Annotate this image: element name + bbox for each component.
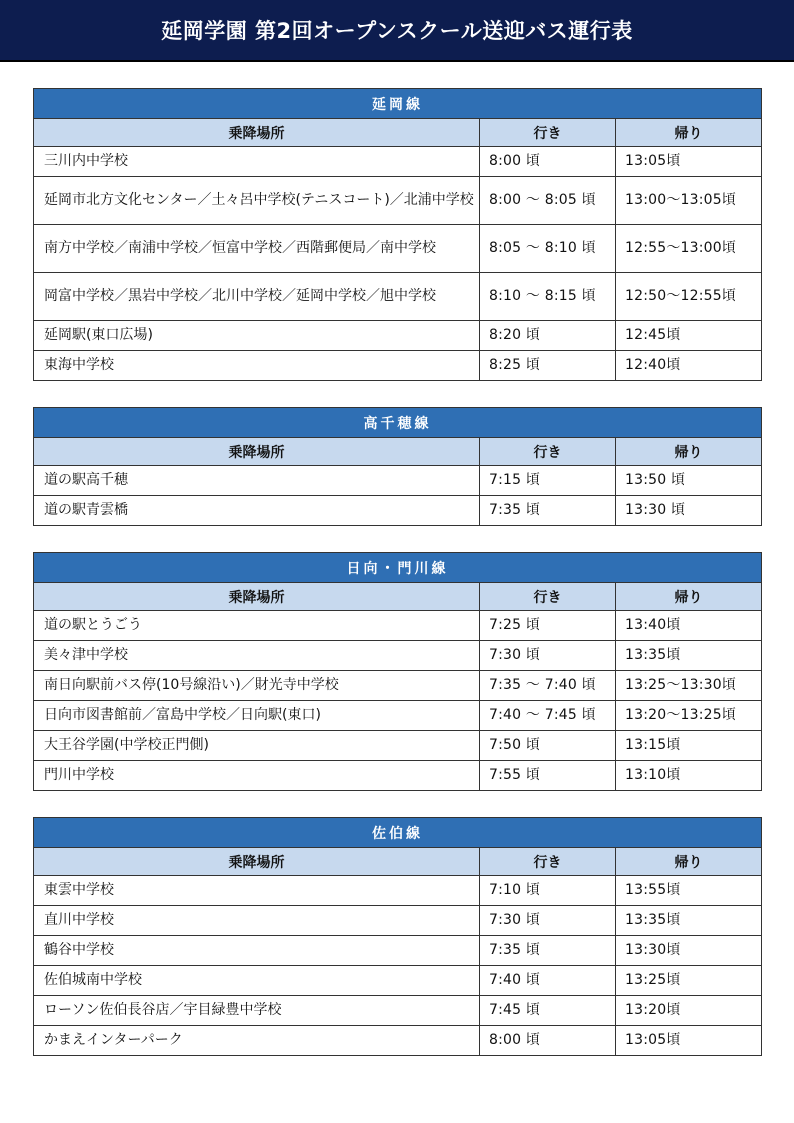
stop-name: 道の駅とうごう [34,611,480,641]
header-return: 帰り [616,438,762,466]
return-time: 13:35頃 [616,641,762,671]
schedule-table [33,407,762,526]
outbound-time: 8:05 ～ 8:10 頃 [480,225,616,273]
return-time: 13:30頃 [616,936,762,966]
stop-name: 南方中学校／南浦中学校／恒富中学校／西階郵便局／南中学校 [34,225,480,273]
route-name: 日向・門川線 [34,553,762,583]
header-stop: 乗降場所 [34,583,480,611]
route-section-hyuga-kadogawa [33,552,761,791]
header-stop: 乗降場所 [34,119,480,147]
outbound-time: 7:40 頃 [480,966,616,996]
route-name: 高千穂線 [34,408,762,438]
return-time: 12:50～12:55頃 [616,273,762,321]
stop-name: ローソン佐伯長谷店／宇目緑豊中学校 [34,996,480,1026]
return-time: 13:20～13:25頃 [616,701,762,731]
stop-name: 三川内中学校 [34,147,480,177]
schedule-table [33,88,762,381]
route-section-nobeoka [33,88,761,381]
table-row [34,906,762,936]
return-time: 12:55～13:00頃 [616,225,762,273]
stop-name: 佐伯城南中学校 [34,966,480,996]
stop-name: 延岡市北方文化センター／土々呂中学校(テニスコート)／北浦中学校 [34,177,480,225]
outbound-time: 8:25 頃 [480,351,616,381]
table-row [34,936,762,966]
return-time: 13:05頃 [616,1026,762,1056]
header-stop: 乗降場所 [34,438,480,466]
return-time: 13:00～13:05頃 [616,177,762,225]
outbound-time: 7:10 頃 [480,876,616,906]
header-return: 帰り [616,848,762,876]
table-row [34,351,762,381]
schedule-table [33,817,762,1056]
stop-name: 南日向駅前バス停(10号線沿い)／財光寺中学校 [34,671,480,701]
table-row [34,701,762,731]
route-name: 延岡線 [34,89,762,119]
outbound-time: 8:00 頃 [480,1026,616,1056]
outbound-time: 7:55 頃 [480,761,616,791]
header-outbound: 行き [480,438,616,466]
table-row [34,273,762,321]
return-time: 13:50 頃 [616,466,762,496]
return-time: 13:40頃 [616,611,762,641]
header-outbound: 行き [480,583,616,611]
return-time: 13:35頃 [616,906,762,936]
return-time: 13:25頃 [616,966,762,996]
table-row [34,671,762,701]
table-row [34,321,762,351]
header-outbound: 行き [480,119,616,147]
outbound-time: 8:00 ～ 8:05 頃 [480,177,616,225]
return-time: 13:10頃 [616,761,762,791]
return-time: 13:30 頃 [616,496,762,526]
outbound-time: 7:45 頃 [480,996,616,1026]
route-section-saiki [33,817,761,1056]
table-row [34,177,762,225]
return-time: 13:05頃 [616,147,762,177]
table-row [34,225,762,273]
header-return: 帰り [616,583,762,611]
outbound-time: 7:35 ～ 7:40 頃 [480,671,616,701]
outbound-time: 8:10 ～ 8:15 頃 [480,273,616,321]
outbound-time: 7:30 頃 [480,906,616,936]
stop-name: 鶴谷中学校 [34,936,480,966]
outbound-time: 8:00 頃 [480,147,616,177]
outbound-time: 7:35 頃 [480,936,616,966]
stop-name: 日向市図書館前／富島中学校／日向駅(東口) [34,701,480,731]
stop-name: 岡富中学校／黒岩中学校／北川中学校／延岡中学校／旭中学校 [34,273,480,321]
stop-name: 美々津中学校 [34,641,480,671]
stop-name: 直川中学校 [34,906,480,936]
return-time: 13:20頃 [616,996,762,1026]
table-row [34,147,762,177]
page-title: 延岡学園 第2回オープンスクール送迎バス運行表 [0,0,794,62]
table-row [34,996,762,1026]
stop-name: 東海中学校 [34,351,480,381]
stop-name: 東雲中学校 [34,876,480,906]
outbound-time: 7:35 頃 [480,496,616,526]
return-time: 13:15頃 [616,731,762,761]
route-name: 佐伯線 [34,818,762,848]
return-time: 12:45頃 [616,321,762,351]
outbound-time: 7:30 頃 [480,641,616,671]
table-row [34,876,762,906]
header-return: 帰り [616,119,762,147]
table-row [34,966,762,996]
stop-name: 延岡駅(東口広場) [34,321,480,351]
table-row [34,731,762,761]
outbound-time: 7:40 ～ 7:45 頃 [480,701,616,731]
header-outbound: 行き [480,848,616,876]
outbound-time: 7:15 頃 [480,466,616,496]
stop-name: 門川中学校 [34,761,480,791]
header-stop: 乗降場所 [34,848,480,876]
stop-name: かまえインターパーク [34,1026,480,1056]
table-row [34,496,762,526]
stop-name: 道の駅青雲橋 [34,496,480,526]
outbound-time: 7:25 頃 [480,611,616,641]
stop-name: 大王谷学園(中学校正門側) [34,731,480,761]
stop-name: 道の駅高千穂 [34,466,480,496]
table-row [34,611,762,641]
table-row [34,466,762,496]
outbound-time: 8:20 頃 [480,321,616,351]
table-row [34,761,762,791]
return-time: 12:40頃 [616,351,762,381]
schedule-table [33,552,762,791]
outbound-time: 7:50 頃 [480,731,616,761]
return-time: 13:55頃 [616,876,762,906]
route-section-takachiho [33,407,761,526]
return-time: 13:25～13:30頃 [616,671,762,701]
table-row [34,641,762,671]
table-row [34,1026,762,1056]
